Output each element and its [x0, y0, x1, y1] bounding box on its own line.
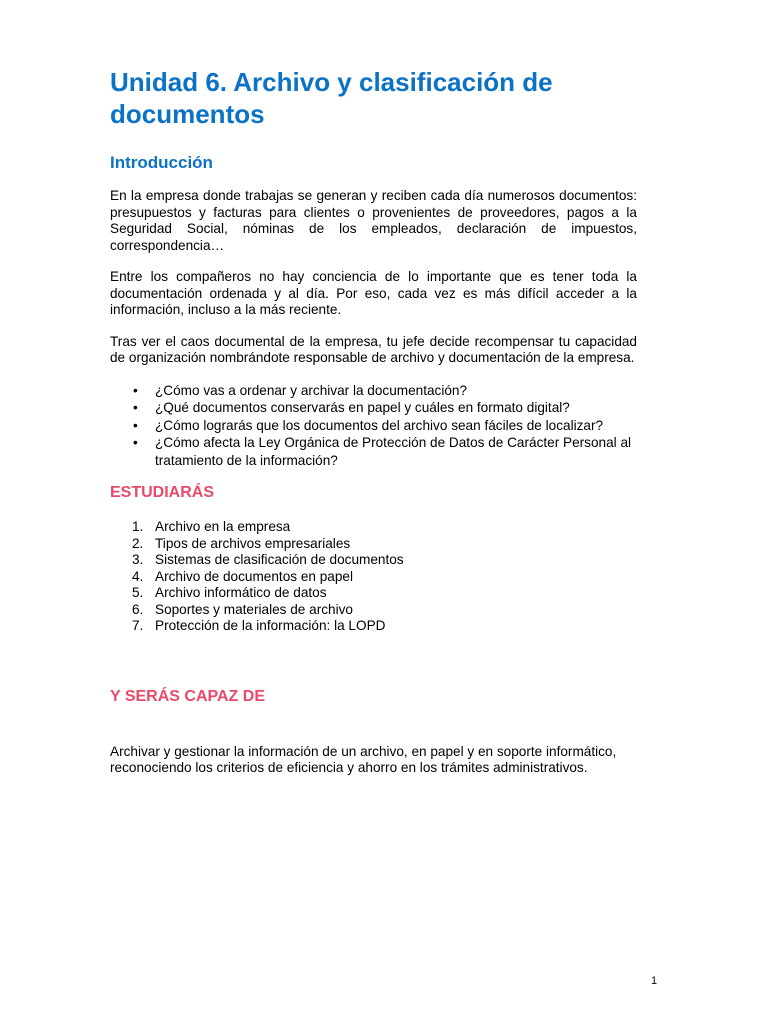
- questions-list: [110, 382, 637, 470]
- estudiaras-heading: ESTUDIARÁS: [110, 484, 215, 501]
- topic-number: 3.: [132, 552, 144, 567]
- topic-text: Tipos de archivos empresariales: [155, 535, 351, 551]
- topic-text: Protección de la información: la LOPD: [155, 618, 386, 633]
- capaz-heading: Y SERÁS CAPAZ DE: [110, 687, 265, 705]
- topics-list: [110, 519, 637, 635]
- document-title: Unidad 6. Archivo y clasificación de documentos: [110, 67, 553, 129]
- topic-text: Soportes y materiales de archivo: [155, 601, 353, 617]
- page-number: 1: [651, 975, 658, 987]
- topic-number: 4.: [132, 568, 144, 584]
- question-text: ¿Cómo lograrás que los documentos del archivo sean fáciles de localizar?: [155, 417, 604, 433]
- topic-text: Archivo informático de datos: [155, 585, 327, 600]
- question-text: ¿Cómo vas a ordenar y archivar la documentación?: [155, 382, 468, 398]
- bullet-icon: •: [133, 435, 138, 450]
- question-text: ¿Qué documentos conservarás en papel y cuáles en formato digital?: [155, 400, 570, 415]
- list-item: [110, 519, 637, 536]
- list-item: [110, 602, 637, 619]
- topic-number: 1.: [132, 519, 144, 534]
- topic-text: Archivo de documentos en papel: [155, 568, 353, 584]
- topic-number: 6.: [132, 601, 144, 617]
- closing-paragraph: Archivar y gestionar la información de un archivo, en papel y en soporte informático, reconociendo los criterios de eficiencia y ahorro en los trámites administrativos.: [110, 743, 617, 775]
- topic-number: 2.: [132, 535, 144, 551]
- intro-heading: Introducción: [110, 153, 213, 172]
- topic-text: Archivo en la empresa: [155, 519, 291, 534]
- list-item: [110, 382, 637, 400]
- list-item: [110, 536, 637, 553]
- bullet-icon: •: [133, 400, 138, 415]
- list-item: [110, 417, 637, 435]
- topic-number: 5.: [132, 585, 144, 600]
- intro-paragraph-3: Tras ver el caos documental de la empresa, tu jefe decide recompensar tu capacidad de organización nombrándote responsable de archivo y documentación de la empresa.: [110, 333, 637, 365]
- intro-paragraph-2: Entre los compañeros no hay conciencia de lo importante que es tener toda la documentación ordenada y al día. Por eso, cada vez es más difícil acceder a la información, incluso a la más reciente.: [110, 269, 637, 317]
- document-page: [110, 66, 637, 777]
- list-item: [110, 399, 637, 417]
- bullet-icon: •: [133, 417, 138, 433]
- intro-paragraph-1: En la empresa donde trabajas se generan y reciben cada día numerosos documentos: presupuestos y facturas para clientes o provenientes de proveedores, pagos a la Seguridad Social, nóminas de los empleados, declaración de impuestos, correspondencia…: [110, 188, 637, 253]
- list-item: [110, 618, 637, 635]
- topic-number: 7.: [132, 618, 144, 633]
- list-item: [110, 552, 637, 569]
- list-item: [110, 585, 637, 602]
- list-item: [110, 434, 637, 469]
- list-item: [110, 569, 637, 586]
- question-text: ¿Cómo afecta la Ley Orgánica de Protección de Datos de Carácter Personal al tratamiento de la información?: [155, 435, 632, 468]
- topic-text: Sistemas de clasificación de documentos: [155, 552, 404, 567]
- bullet-icon: •: [133, 382, 138, 398]
